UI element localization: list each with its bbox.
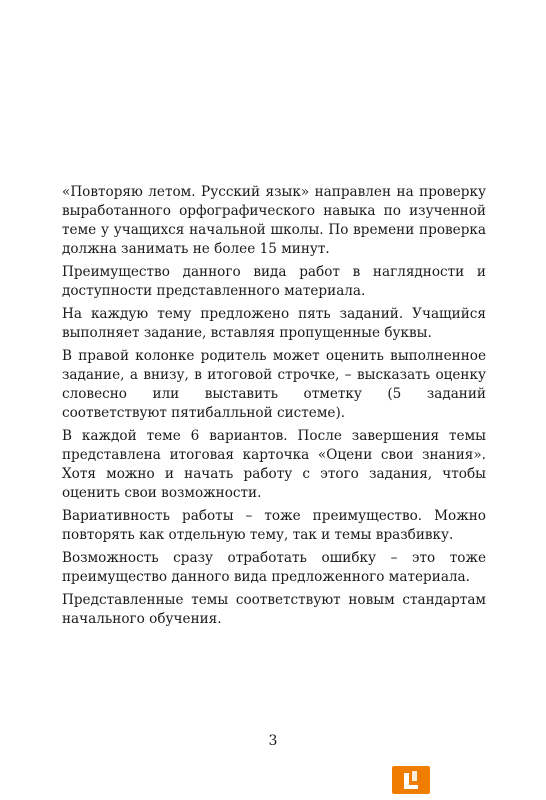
page-number: 3 — [268, 733, 278, 749]
body-text — [62, 183, 486, 633]
logo-mark — [392, 766, 430, 794]
paragraph: Преимущество данного вида работ в наглядности и доступности представленного материала. — [62, 264, 486, 299]
paragraph: Возможность сразу отработать ошибку – это тоже преимущество данного вида предложенного материала. — [62, 550, 486, 585]
paragraph: В каждой теме 6 вариантов. После завершения темы представлена итоговая карточка «Оцени свои знания». Хотя можно и начать работу с этого задания, чтобы оценить свои возможности. — [62, 428, 486, 501]
paragraph: На каждую тему предложено пять заданий. Учащийся выполняет задание, вставляя пропущенные буквы. — [62, 306, 486, 341]
labirint-logo-icon — [392, 766, 430, 794]
paragraph: Вариативность работы – тоже преимущество. Можно повторять как отдельную тему, так и темы вразбивку. — [62, 508, 486, 543]
paragraph: «Повторяю летом. Русский язык» направлен на проверку выработанного орфографического навыка по изученной теме у учащихся начальной школы. По времени проверка должна занимать не более 15 минут. — [62, 184, 486, 257]
paragraph: В правой колонке родитель может оценить выполненное задание, а внизу, в итоговой строчке, – высказать оценку словесно или выставить отметку (5 заданий соответствуют пятибалльной системе). — [62, 348, 486, 421]
paragraph: Представленные темы соответствуют новым стандартам начального обучения. — [62, 592, 486, 627]
